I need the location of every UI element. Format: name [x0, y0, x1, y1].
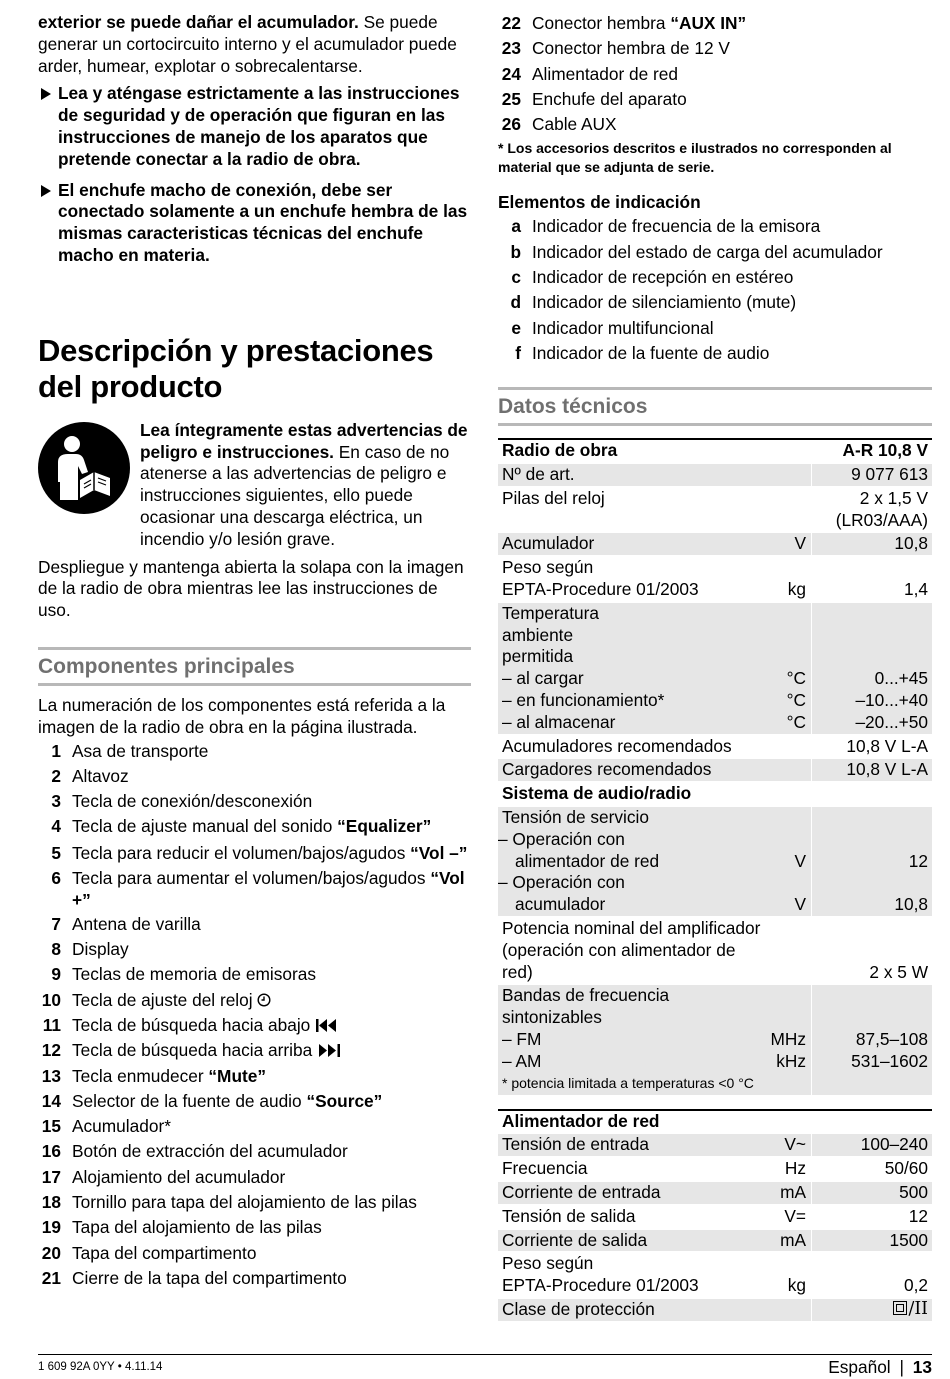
list-item-number: b [510, 241, 521, 262]
list-item-text: Teclas de memoria de emisoras [72, 964, 316, 985]
technical-data-table [498, 438, 932, 1094]
read-manual-icon [38, 420, 140, 551]
table-row: Clase de protección /II [498, 1298, 932, 1322]
list-item-text: Indicador del estado de carga del acumulador [532, 241, 883, 262]
list-item-number: 21 [41, 1267, 61, 1288]
table-row: Tensión de salida V= 12 [498, 1205, 932, 1229]
page-number: 13 [912, 1357, 932, 1377]
list-item-number: a [511, 216, 521, 237]
intro-bold: exterior se puede dañar el acumulador. [38, 12, 359, 32]
indicators-list [498, 214, 932, 366]
list-item [498, 214, 932, 239]
list-item-text: Display [72, 939, 129, 960]
list-item-number: 20 [41, 1242, 61, 1263]
list-item [38, 937, 471, 962]
skip-forward-icon [317, 1040, 341, 1060]
intro-rest: Se puede generar un cortocircuito interno y el acumulador puede arder, humear, explotar o sobrecalentarse. [38, 12, 457, 76]
list-item-number: 7 [51, 913, 61, 934]
list-item-number: 18 [41, 1191, 61, 1212]
list-item-number: 13 [41, 1065, 61, 1086]
table-row: Corriente de entrada mA 500 [498, 1181, 932, 1205]
list-item-text: Botón de extracción del acumulador [72, 1141, 348, 1162]
list-item-text: Tapa del alojamiento de las pilas [72, 1217, 322, 1238]
list-item [38, 1190, 471, 1215]
list-item-number: 25 [501, 88, 521, 109]
list-item [38, 739, 471, 764]
table-row: Cargadores recomendados 10,8 V L-A [498, 758, 932, 782]
list-item-text: Tapa del compartimento [72, 1242, 257, 1263]
list-item [38, 1089, 471, 1114]
list-item-text: Antena de varilla [72, 913, 201, 934]
warning-rest: En caso de no atenerse a las advertencias de peligro e instrucciones siguientes, ello puede ocasionar una descarga eléctrica, un incendio y/o lesión grave. [140, 441, 450, 549]
list-item-number: 11 [42, 1014, 61, 1035]
list-item-number: 6 [51, 867, 61, 888]
protection-class-value: /II [908, 1298, 928, 1319]
list-item-number: 14 [41, 1090, 61, 1111]
list-item-text: Tecla de búsqueda hacia arriba [72, 1038, 471, 1063]
list-item-text: Tecla de búsqueda hacia abajo [72, 1013, 471, 1038]
list-item-text: Cierre de la tapa del compartimento [72, 1267, 347, 1288]
list-item-text: Cable AUX [532, 114, 617, 135]
list-item-text: Tecla para reducir el volumen/bajos/agudos “Vol –” [72, 842, 468, 863]
list-item-text: Tecla enmudecer “Mute” [72, 1065, 267, 1086]
list-item-number: 3 [51, 791, 61, 812]
list-item-number: f [515, 342, 521, 363]
list-item-text: Selector de la fuente de audio “Source” [72, 1090, 383, 1111]
right-column [498, 12, 932, 1323]
list-item-text: Alojamiento del acumulador [72, 1166, 286, 1187]
list-item [498, 36, 932, 61]
table-row: – Operación con alimentador de red V 12 [498, 829, 932, 873]
list-item [38, 865, 471, 912]
list-item [498, 316, 932, 341]
clock-icon [257, 990, 271, 1010]
list-item [38, 1215, 471, 1240]
list-item-number: 24 [501, 63, 521, 84]
components-list-continued [498, 11, 932, 137]
list-item-number: 17 [41, 1166, 61, 1187]
list-item-text: Enchufe del aparato [532, 88, 687, 109]
list-item-text: Alimentador de red [532, 63, 679, 84]
list-item [38, 988, 471, 1013]
list-item-number: 5 [51, 842, 61, 863]
list-item-number: c [511, 267, 521, 288]
list-item-number: 23 [501, 38, 521, 59]
list-item [38, 1064, 471, 1089]
table-row: – al cargar °C 0...+45 [498, 668, 932, 690]
list-item [38, 764, 471, 789]
list-item-number: d [510, 292, 521, 313]
list-item-number: 8 [51, 939, 61, 960]
list-item-number: 19 [41, 1217, 61, 1238]
section-heading-technical-data: Datos técnicos [498, 387, 932, 426]
warning-text [140, 420, 471, 551]
table-row: Alimentador de red [498, 1110, 932, 1134]
list-item [498, 265, 932, 290]
list-item-number: e [511, 317, 521, 338]
section-heading-description: Descripción y prestaciones del producto [38, 332, 434, 404]
table-row: Nº de art. 9 077 613 [498, 463, 932, 487]
list-item [38, 1139, 471, 1164]
list-item [498, 112, 932, 137]
list-item [498, 62, 932, 87]
table-row: Radio de obra A-R 10,8 V [498, 439, 932, 463]
warning-bold: Lea íntegramente estas advertencias de peligro e instrucciones. [140, 419, 468, 462]
list-item [38, 840, 471, 865]
table-row: – Operación con acumulador V 10,8 [498, 872, 932, 917]
list-item-text: Tecla para aumentar el volumen/bajos/agudos “Vol +” [72, 867, 465, 910]
unfold-instruction: Despliegue y mantenga abierta la solapa con la imagen de la radio de obra mientras lee las instrucciones de uso. [38, 556, 464, 621]
table-row: Peso según EPTA-Procedure 01/2003 kg 0,2 [498, 1252, 932, 1298]
list-item [38, 1266, 471, 1291]
list-item-text: Tornillo para tapa del alojamiento de las pilas [72, 1191, 417, 1212]
list-item [498, 87, 932, 112]
indicators-title: Elementos de indicación [498, 192, 701, 213]
table-row: Bandas de frecuencia sintonizables [498, 984, 932, 1029]
skip-back-icon [315, 1015, 339, 1035]
protection-class-box-icon [893, 1301, 907, 1315]
list-item-number: 4 [51, 816, 61, 837]
list-item-text: Indicador de la fuente de audio [532, 342, 770, 363]
list-item-number: 9 [51, 964, 61, 985]
table-row: – al almacenar °C –20...+50 [498, 712, 932, 735]
list-item-number: 26 [501, 114, 521, 135]
list-item [38, 814, 471, 839]
footer-language: Español [828, 1357, 891, 1377]
list-item [498, 11, 932, 36]
intro-paragraph [38, 12, 471, 77]
table-row: Peso según EPTA-Procedure 01/2003 kg 1,4 [498, 556, 932, 602]
table-row: Pilas del reloj 2 x 1,5 V (LR03/AAA) [498, 487, 932, 533]
page-indicator: Español | 13 [828, 1357, 932, 1377]
table-row: – FM MHz 87,5–108 [498, 1029, 932, 1051]
list-item-text: Indicador de recepción en estéreo [532, 267, 794, 288]
table-row: Temperatura ambiente permitida [498, 602, 932, 668]
table-row: – AM kHz 531–1602 [498, 1051, 932, 1073]
power-supply-table [498, 1109, 932, 1323]
list-item-number: 15 [41, 1116, 61, 1137]
accessories-footnote: * Los accesorios descritos e ilustrados no corresponden al material que se adjunta de serie. [498, 140, 892, 175]
list-item-text: Indicador de frecuencia de la emisora [532, 216, 821, 237]
page-footer [38, 1354, 932, 1377]
list-item [38, 1013, 471, 1038]
list-item [498, 341, 932, 366]
list-item-text: Tecla de ajuste manual del sonido “Equalizer” [72, 816, 432, 837]
safety-bullet-2: El enchufe macho de conexión, debe ser conectado solamente a un enchufe hembra de las mismas caracteristicas técnicas del enchufe macho en materia. [38, 180, 471, 267]
list-item [498, 240, 932, 265]
list-item [38, 1114, 471, 1139]
table-row: Acumuladores recomendados 10,8 V L-A [498, 735, 932, 759]
table-row: Tensión de entrada V~ 100–240 [498, 1133, 932, 1157]
list-item-number: 22 [501, 13, 521, 33]
components-list [38, 739, 471, 1292]
document-code: 1 609 92A 0YY • 4.11.14 [38, 1361, 163, 1373]
components-intro: La numeración de los componentes está referida a la imagen de la radio de obra en la página ilustrada. [38, 694, 446, 737]
table-row: Corriente de salida mA 1500 [498, 1229, 932, 1253]
table-row: Tensión de servicio [498, 806, 932, 829]
list-item-text: Tecla de ajuste del reloj [72, 988, 471, 1013]
list-item [38, 789, 471, 814]
table-row: Acumulador V 10,8 [498, 532, 932, 556]
table-row: Potencia nominal del amplificador (operación con alimentador de red) 2 x 5 W [498, 917, 932, 984]
list-item-text: Tecla de conexión/desconexión [72, 791, 313, 812]
list-item-text: Indicador de silenciamiento (mute) [532, 292, 797, 313]
list-item [38, 1165, 471, 1190]
list-item-text: Altavoz [72, 765, 129, 786]
list-item-text: Conector hembra “AUX IN” [532, 13, 747, 33]
section-heading-components: Componentes principales [38, 647, 471, 686]
table-row: Sistema de audio/radio [498, 782, 932, 806]
list-item-number: 12 [41, 1040, 61, 1061]
list-item-number: 10 [41, 989, 61, 1010]
list-item [38, 1241, 471, 1266]
list-item [38, 1038, 471, 1063]
list-item-number: 2 [51, 765, 61, 786]
table-row: Frecuencia Hz 50/60 [498, 1157, 932, 1181]
list-item [498, 290, 932, 315]
list-item-text: Indicador multifuncional [532, 317, 714, 338]
table-row: – en funcionamiento* °C –10...+40 [498, 690, 932, 712]
warning-block [38, 420, 471, 551]
list-item-text: Acumulador* [72, 1116, 171, 1137]
left-column [38, 12, 471, 1291]
safety-bullet-1: Lea y aténgase estrictamente a las instrucciones de seguridad y de operación que figuran en las instrucciones de manejo de los aparatos que pretende conectar a la radio de obra. [38, 83, 471, 170]
list-item [38, 912, 471, 937]
list-item-number: 16 [41, 1141, 61, 1162]
list-item-text: Conector hembra de 12 V [532, 38, 730, 59]
list-item-number: 1 [51, 740, 61, 761]
list-item-text: Asa de transporte [72, 740, 209, 761]
list-item [38, 962, 471, 987]
table-row: * potencia limitada a temperaturas <0 °C [498, 1073, 932, 1095]
